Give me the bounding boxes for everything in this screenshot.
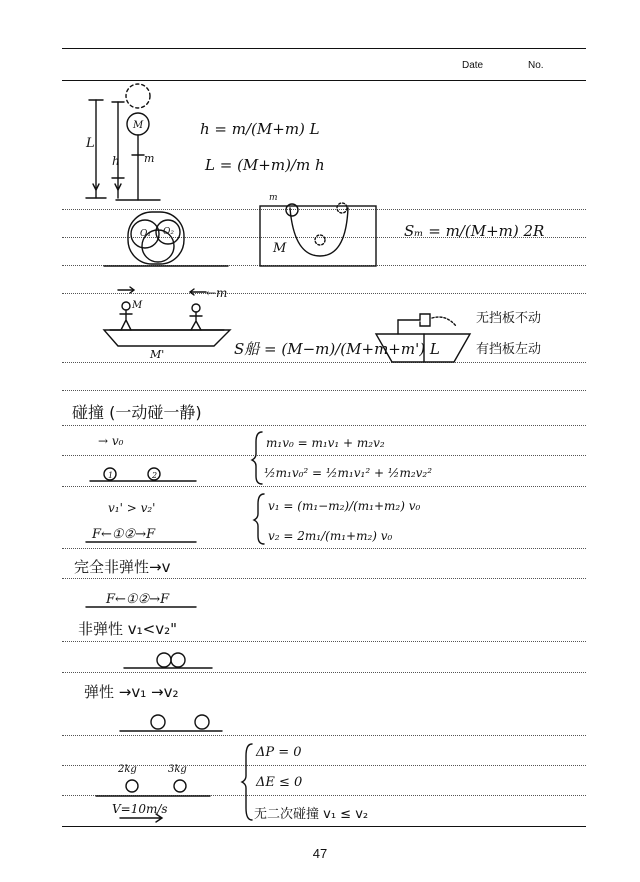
no-second-collision: 无二次碰撞 v₁ ≤ v₂	[254, 807, 369, 822]
mass-2: 3kg	[168, 764, 187, 775]
date-label: Date	[462, 60, 484, 71]
initial-velocity: V=10m/s	[112, 802, 168, 816]
page-number: 47	[312, 846, 328, 861]
label-O1: O₁	[140, 229, 151, 239]
equation-L: L = (M+m)/m h	[205, 156, 325, 174]
mass-1: 2kg	[118, 764, 137, 775]
equation-v1: v₁ = (m₁−m₂)/(m₁+m₂) v₀	[268, 499, 421, 513]
balloon-diagram	[86, 84, 160, 200]
equation-Sm: Sₘ = m/(M+m) 2R	[404, 222, 545, 240]
bowl-label-m: m	[269, 193, 278, 203]
force-diagram-1: F←①②→F	[92, 527, 156, 542]
ball-1: 1	[108, 471, 114, 480]
perfect-inelastic-label: 完全非弹性→v	[74, 558, 171, 576]
note-no-baffle: 无挡板不动	[476, 311, 542, 326]
v0-label: → v₀	[98, 434, 124, 448]
bowl-label-M: M	[273, 241, 287, 256]
force-diagram-2: F←①②→F	[106, 592, 170, 607]
boat-label-m: ←m	[206, 286, 228, 300]
label-O2: O₂	[163, 227, 174, 237]
equation-h: h = m/(M+m) L	[200, 120, 320, 138]
condition-v: v₁' > v₂'	[108, 501, 156, 515]
bowl-diagram	[260, 203, 376, 266]
note-with-baffle: 有挡板左动	[476, 342, 542, 357]
brace-1	[252, 432, 262, 484]
elastic-balls	[120, 715, 222, 731]
brace-3	[242, 744, 252, 820]
cylinder-diagram	[104, 212, 228, 266]
brace-2	[254, 494, 264, 544]
label-m: m	[144, 152, 155, 165]
ball-2: 2	[152, 471, 158, 480]
equation-v2: v₂ = 2m₁/(m₁+m₂) v₀	[268, 529, 393, 543]
no-label: No.	[528, 60, 544, 71]
equation-momentum: m₁v₀ = m₁v₁ + m₂v₂	[266, 436, 385, 450]
equation-S-boat: S船 = (M−m)/(M+m+m') L	[234, 340, 440, 358]
elastic-label: 弹性 →v₁ →v₂	[84, 683, 179, 701]
system-momentum: ΔP = 0	[256, 745, 302, 760]
label-M: M	[133, 120, 144, 131]
boat-label-M: M	[132, 300, 143, 311]
collision-setup	[90, 468, 196, 481]
label-h: h	[112, 154, 120, 168]
inelastic-balls	[124, 653, 212, 668]
collision-title: 碰撞 (一动碰一静)	[72, 403, 202, 422]
label-L: L	[86, 136, 95, 151]
boat-label-Mprime: M'	[150, 348, 165, 361]
bottom-rule	[62, 826, 586, 827]
system-energy: ΔE ≤ 0	[256, 775, 303, 790]
equation-energy: ½m₁v₀² = ½m₁v₁² + ½m₂v₂²	[264, 466, 433, 480]
inelastic-label: 非弹性 v₁<v₂"	[78, 620, 178, 638]
